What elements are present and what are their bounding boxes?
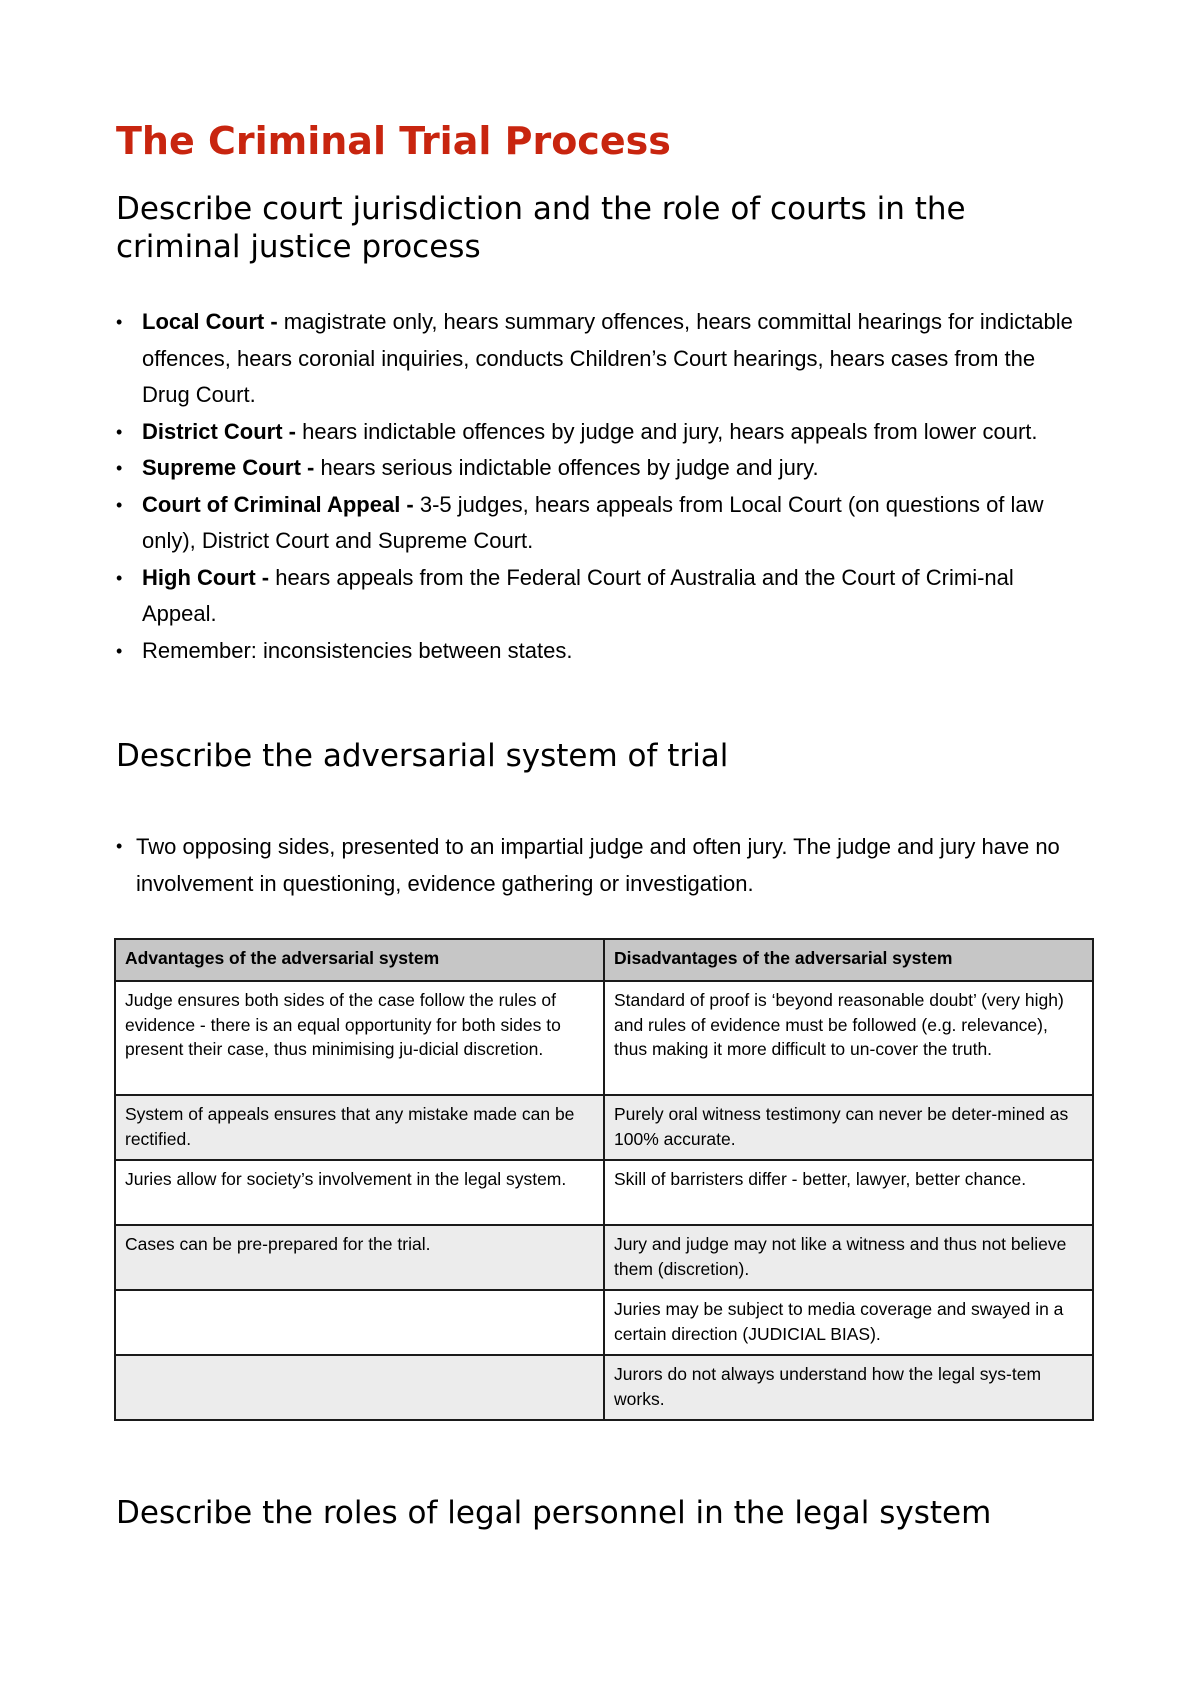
table-header-row <box>115 939 1093 981</box>
table-row <box>115 1355 1093 1420</box>
advantage-cell: Cases can be pre-prepared for the trial. <box>115 1225 604 1290</box>
court-description: hears indictable offences by judge and jury, hears appeals from lower court. <box>296 418 1038 444</box>
disadvantage-cell: Jury and judge may not like a witness and thus not believe them (discretion). <box>604 1225 1093 1290</box>
list-item-local-court <box>116 304 1086 414</box>
court-description: hears serious indictable offences by judge and jury. <box>314 455 819 480</box>
adversarial-list <box>116 828 1086 902</box>
disadvantage-cell: Skill of barristers differ - better, lawyer, better chance. <box>604 1160 1093 1225</box>
comparison-table <box>114 938 1094 1421</box>
heading-legal-personnel: Describe the roles of legal personnel in the legal system <box>116 1495 992 1531</box>
advantage-cell: System of appeals ensures that any mistake made can be rectified. <box>115 1095 604 1160</box>
table-row <box>115 1290 1093 1355</box>
advantage-cell: Juries allow for society’s involvement in the legal system. <box>115 1160 604 1225</box>
court-term: Local Court - <box>142 309 278 334</box>
court-description: 3-5 judges, hears appeals from Local Court (on questions of law only), District Court and Supreme Court. <box>142 491 1044 553</box>
heading-court-jurisdiction: Describe court jurisdiction and the role of courts in the criminal justice process <box>116 191 966 265</box>
list-item-remember <box>116 633 1086 670</box>
list-item-high-court <box>116 560 1086 633</box>
remember-note: Remember: inconsistencies between states. <box>142 637 573 663</box>
table-row <box>115 1160 1093 1225</box>
list-item-district-court <box>116 414 1086 451</box>
header-advantages: Advantages of the adversarial system <box>115 939 604 981</box>
list-item-adversarial-summary: • Two opposing sides, presented to an impartial judge and often jury. The judge and jury have no involvement in questioning, evidence gathering or investigation. <box>116 828 1086 902</box>
disadvantage-cell: Purely oral witness testimony can never be deter-mined as 100% accurate. <box>604 1095 1093 1160</box>
disadvantage-cell: Standard of proof is ‘beyond reasonable doubt’ (very high) and rules of evidence must be followed (e.g. relevance), thus making it more difficult to un-cover the truth. <box>604 981 1093 1095</box>
advantage-cell <box>115 1290 604 1355</box>
court-term: High Court - <box>142 564 270 590</box>
document-title: The Criminal Trial Process <box>116 119 671 163</box>
court-list <box>116 304 1086 669</box>
advantage-cell: Judge ensures both sides of the case follow the rules of evidence - there is an equal opportunity for both sides to present their case, thus minimising ju-dicial discretion. <box>115 981 604 1095</box>
disadvantage-cell: Jurors do not always understand how the legal sys-tem works. <box>604 1355 1093 1420</box>
heading-adversarial-system: Describe the adversarial system of trial <box>116 738 729 774</box>
list-item-supreme-court <box>116 450 1086 487</box>
disadvantage-cell: Juries may be subject to media coverage and swayed in a certain direction (JUDICIAL BIAS). <box>604 1290 1093 1355</box>
court-term: Supreme Court - <box>142 455 315 480</box>
court-description: hears appeals from the Federal Court of Australia and the Court of Crimi-nal Appeal. <box>142 564 1014 626</box>
header-disadvantages: Disadvantages of the adversarial system <box>604 939 1093 981</box>
court-term: Court of Criminal Appeal - <box>142 491 414 517</box>
list-item-court-of-criminal-appeal <box>116 487 1086 560</box>
court-description: magistrate only, hears summary offences, hears committal hearings for indictable offences, hears coronial inquiries, conducts Children’s Court hearings, hears cases from the Drug Court. <box>142 309 1073 407</box>
table-row <box>115 1095 1093 1160</box>
court-term: District Court - <box>142 418 296 444</box>
table-row <box>115 1225 1093 1290</box>
advantage-cell <box>115 1355 604 1420</box>
table-row <box>115 981 1093 1095</box>
